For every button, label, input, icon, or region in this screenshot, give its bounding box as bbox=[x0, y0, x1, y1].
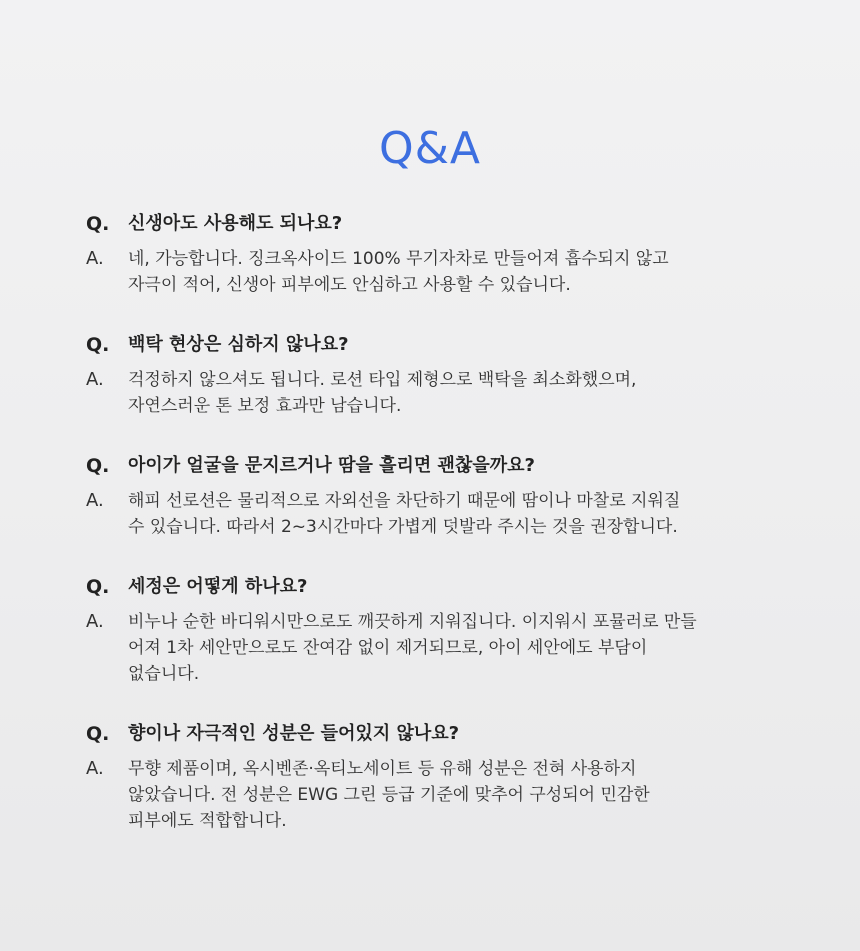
question-row bbox=[86, 450, 786, 482]
answer-line: 자연스러운 톤 보정 효과만 남습니다. bbox=[128, 396, 402, 416]
answer-row bbox=[86, 488, 786, 540]
answer-text bbox=[128, 609, 697, 687]
answer-text bbox=[128, 367, 636, 419]
question-marker: Q. bbox=[86, 213, 110, 235]
answer-line: 없습니다. bbox=[128, 664, 200, 684]
qa-item bbox=[86, 718, 786, 834]
answer-line: 수 있습니다. 따라서 2~3시간마다 가볍게 덧발라 주시는 것을 권장합니다. bbox=[128, 517, 678, 537]
answer-text bbox=[128, 756, 650, 834]
answer-line: 자극이 적어, 신생아 피부에도 안심하고 사용할 수 있습니다. bbox=[128, 275, 571, 295]
answer-marker: A. bbox=[86, 248, 104, 269]
answer-text bbox=[128, 246, 669, 298]
answer-row bbox=[86, 609, 786, 687]
qa-item bbox=[86, 208, 786, 298]
question-marker: Q. bbox=[86, 723, 110, 745]
answer-marker: A. bbox=[86, 369, 104, 390]
question-marker: Q. bbox=[86, 334, 110, 356]
question-row bbox=[86, 329, 786, 361]
answer-line: 걱정하지 않으셔도 됩니다. 로션 타입 제형으로 백탁을 최소화했으며, bbox=[128, 370, 637, 390]
answer-row bbox=[86, 367, 786, 419]
answer-marker: A. bbox=[86, 758, 104, 779]
answer-line: 비누나 순한 바디워시만으로도 깨끗하게 지워집니다. 이지워시 포뮬러로 만들 bbox=[128, 612, 697, 632]
question-text: 세정은 어떻게 하나요? bbox=[128, 576, 308, 597]
answer-line: 않았습니다. 전 성분은 EWG 그린 등급 기준에 맞추어 구성되어 민감한 bbox=[128, 785, 650, 805]
question-marker: Q. bbox=[86, 455, 110, 477]
answer-marker: A. bbox=[86, 490, 104, 511]
question-text: 백탁 현상은 심하지 않나요? bbox=[128, 334, 349, 355]
question-text: 아이가 얼굴을 문지르거나 땀을 흘리면 괜찮을까요? bbox=[128, 455, 535, 476]
answer-row bbox=[86, 756, 786, 834]
answer-line: 어져 1차 세안만으로도 잔여감 없이 제거되므로, 아이 세안에도 부담이 bbox=[128, 638, 648, 658]
answer-line: 무향 제품이며, 옥시벤존·옥티노세이트 등 유해 성분은 전혀 사용하지 bbox=[128, 759, 637, 779]
qa-item bbox=[86, 450, 786, 540]
page-title: Q&A bbox=[378, 123, 482, 175]
qa-item bbox=[86, 571, 786, 687]
qa-item bbox=[86, 329, 786, 419]
question-row bbox=[86, 718, 786, 750]
question-row bbox=[86, 208, 786, 240]
question-text: 향이나 자극적인 성분은 들어있지 않나요? bbox=[128, 723, 460, 744]
question-text: 신생아도 사용해도 되나요? bbox=[128, 213, 343, 234]
answer-line: 네, 가능합니다. 징크옥사이드 100% 무기자차로 만들어져 흡수되지 않고 bbox=[128, 249, 669, 269]
answer-text bbox=[128, 488, 680, 540]
answer-line: 해피 선로션은 물리적으로 자외선을 차단하기 때문에 땀이나 마찰로 지워질 bbox=[128, 491, 681, 511]
question-marker: Q. bbox=[86, 576, 110, 598]
qa-list bbox=[86, 208, 786, 865]
answer-line: 피부에도 적합합니다. bbox=[128, 811, 287, 831]
answer-marker: A. bbox=[86, 611, 104, 632]
question-row bbox=[86, 571, 786, 603]
answer-row bbox=[86, 246, 786, 298]
